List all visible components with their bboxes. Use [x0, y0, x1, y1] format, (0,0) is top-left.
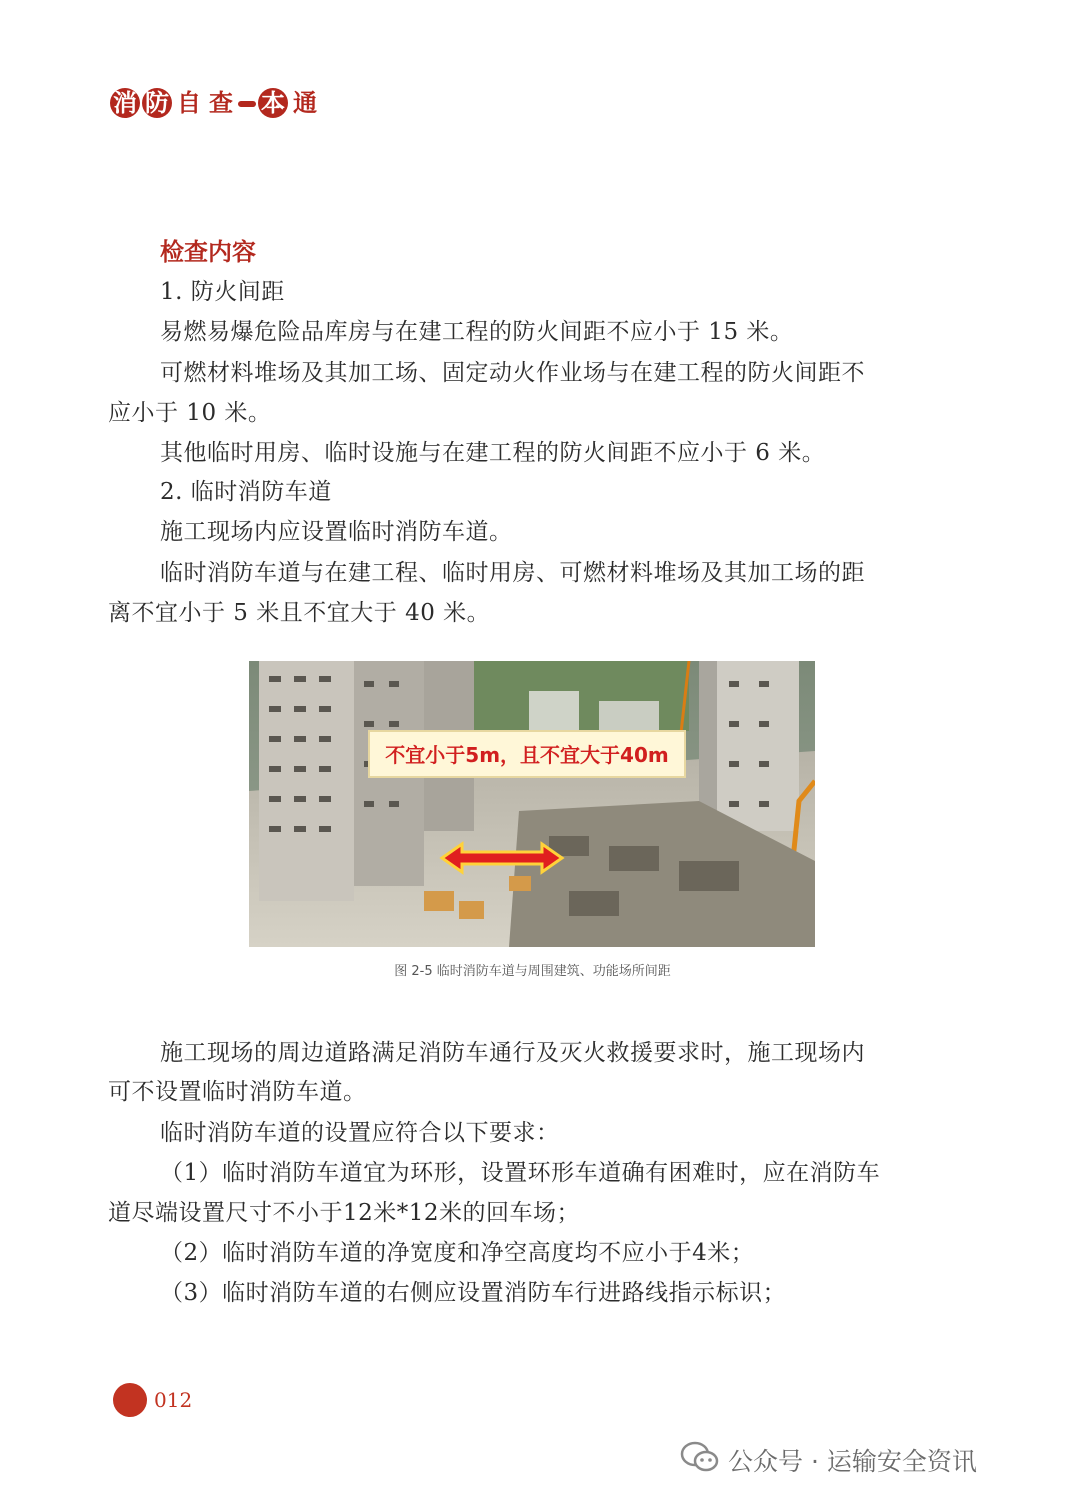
paragraph: 临时消防车道与在建工程、临时用房、可燃材料堆场及其加工场的距: [160, 560, 865, 586]
paragraph: 易燃易爆危险品库房与在建工程的防火间距不应小于 15 米。: [160, 319, 794, 345]
paragraph: 施工现场内应设置临时消防车道。: [160, 519, 513, 545]
logo-char: [238, 101, 256, 107]
wechat-watermark: [680, 1440, 977, 1480]
watermark-text: 公众号 · 运输安全资讯: [728, 1447, 977, 1476]
wechat-icon: [680, 1440, 720, 1480]
page-number: 012: [154, 1388, 193, 1412]
paragraph: （3）临时消防车道的右侧应设置消防车行进路线指示标识；: [160, 1280, 787, 1306]
figure-caption: 图 2-5 临时消防车道与周围建筑、功能场所间距: [394, 964, 671, 979]
construction-site-photo: [249, 661, 815, 947]
book-title-logo: [110, 88, 320, 118]
logo-char: 消: [110, 88, 140, 118]
paragraph: 离不宜小于 5 米且不宜大于 40 米。: [108, 600, 491, 626]
paragraph: 可不设置临时消防车道。: [108, 1079, 367, 1105]
section-title: 检查内容: [160, 238, 256, 266]
paragraph: 其他临时用房、临时设施与在建工程的防火间距不应小于 6 米。: [160, 440, 826, 466]
paragraph: 施工现场的周边道路满足消防车通行及灭火救援要求时，施工现场内: [160, 1040, 865, 1066]
paragraph: 1. 防火间距: [160, 279, 285, 305]
page-number-badge: [113, 1383, 147, 1417]
paragraph: 临时消防车道的设置应符合以下要求：: [160, 1120, 560, 1146]
paragraph: 应小于 10 米。: [108, 400, 272, 426]
paragraph: （2）临时消防车道的净宽度和净空高度均不应小于4米；: [160, 1240, 755, 1266]
distance-label: 不宜小于5m，且不宜大于40m: [385, 743, 669, 767]
paragraph: （1）临时消防车道宜为环形，设置环形车道确有困难时，应在消防车: [160, 1160, 881, 1186]
logo-char: 通: [293, 89, 317, 117]
logo-char: 本: [258, 88, 288, 118]
logo-char: 查: [209, 89, 233, 117]
paragraph: 2. 临时消防车道: [160, 479, 332, 505]
paragraph: 可燃材料堆场及其加工场、固定动火作业场与在建工程的防火间距不: [160, 360, 865, 386]
logo-char: 自: [177, 89, 201, 117]
paragraph: 道尽端设置尺寸不小于12米*12米的回车场；: [108, 1200, 581, 1226]
logo-char: 防: [142, 88, 172, 118]
